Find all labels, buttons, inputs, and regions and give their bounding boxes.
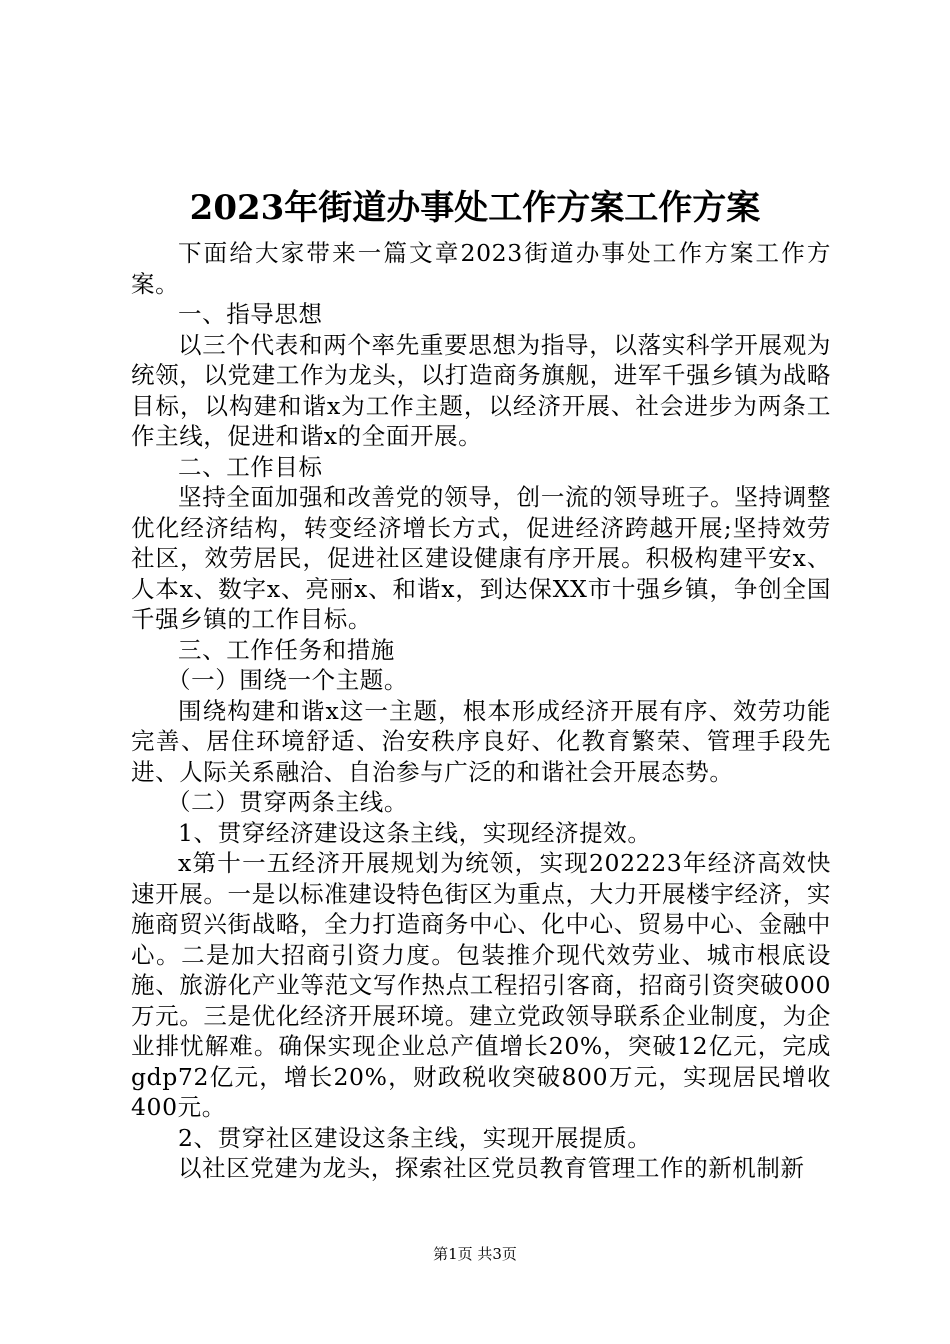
paragraph-community-line: 以社区党建为龙头，探索社区党员教育管理工作的新机制新 bbox=[178, 1154, 805, 1182]
item-heading-community-line: 2、贯穿社区建设这条主线，实现开展提质。 bbox=[178, 1123, 652, 1152]
subsection-heading-two-lines: （二）贯穿两条主线。 bbox=[167, 788, 408, 816]
section-heading-guiding-ideology: 一、指导思想 bbox=[178, 300, 323, 328]
item-heading-economic-line: 1、贯穿经济建设这条主线，实现经济提效。 bbox=[178, 818, 652, 847]
paragraph-guiding-ideology: 以三个代表和两个率先重要思想为指导，以落实科学开展观为统领，以党建工作为龙头，以打造商务旗舰，进军千强乡镇为战略目标，以构建和谐x为工作主题，以经济开展、社会进步为两条工作主线，促进和谐x的全面开展。 bbox=[131, 330, 831, 450]
paragraph-intro: 下面给大家带来一篇文章2023街道办事处工作方案工作方案。 bbox=[131, 239, 831, 298]
section-heading-work-goals: 二、工作目标 bbox=[178, 452, 323, 481]
document-body bbox=[131, 238, 831, 1184]
subsection-heading-one-theme: （一）围绕一个主题。 bbox=[167, 666, 408, 694]
paragraph-work-goals: 坚持全面加强和改善党的领导，创一流的领导班子。坚持调整优化经济结构，转变经济增长方式，促进经济跨越开展;坚持效劳社区，效劳居民，促进社区建设健康有序开展。积极构建平安x、人本x、数字x、亮丽x、和谐x，到达保XX市十强乡镇，争创全国千强乡镇的工作目标。 bbox=[131, 483, 831, 633]
paragraph-one-theme: 围绕构建和谐x这一主题，根本形成经济开展有序、效劳功能完善、居住环境舒适、治安秩序良好、化教育繁荣、管理手段先进、人际关系融洽、自治参与广泛的和谐社会开展态势。 bbox=[131, 696, 831, 786]
section-heading-tasks-measures: 三、工作任务和措施 bbox=[178, 635, 395, 664]
document-title: 2023年街道办事处工作方案工作方案 bbox=[189, 188, 761, 228]
page-footer: 第1页 共3页 bbox=[433, 1245, 517, 1263]
paragraph-economic-line: x第十一五经济开展规划为统领，实现202223年经济高效快速开展。一是以标准建设特色街区为重点，大力开展楼宇经济，实施商贸兴街战略，全力打造商务中心、化中心、贸易中心、金融中心。二是加大招商引资力度。包装推介现代效劳业、城市根底设施、旅游化产业等范文写作热点工程招引客商，招商引资突破000万元。三是优化经济开展环境。建立党政领导联系企业制度，为企业排忧解难。确保实现企业总产值增长20%，突破12亿元，完成gdp72亿元，增长20%，财政税收突破800万元，实现居民增收400元。 bbox=[131, 849, 831, 1121]
